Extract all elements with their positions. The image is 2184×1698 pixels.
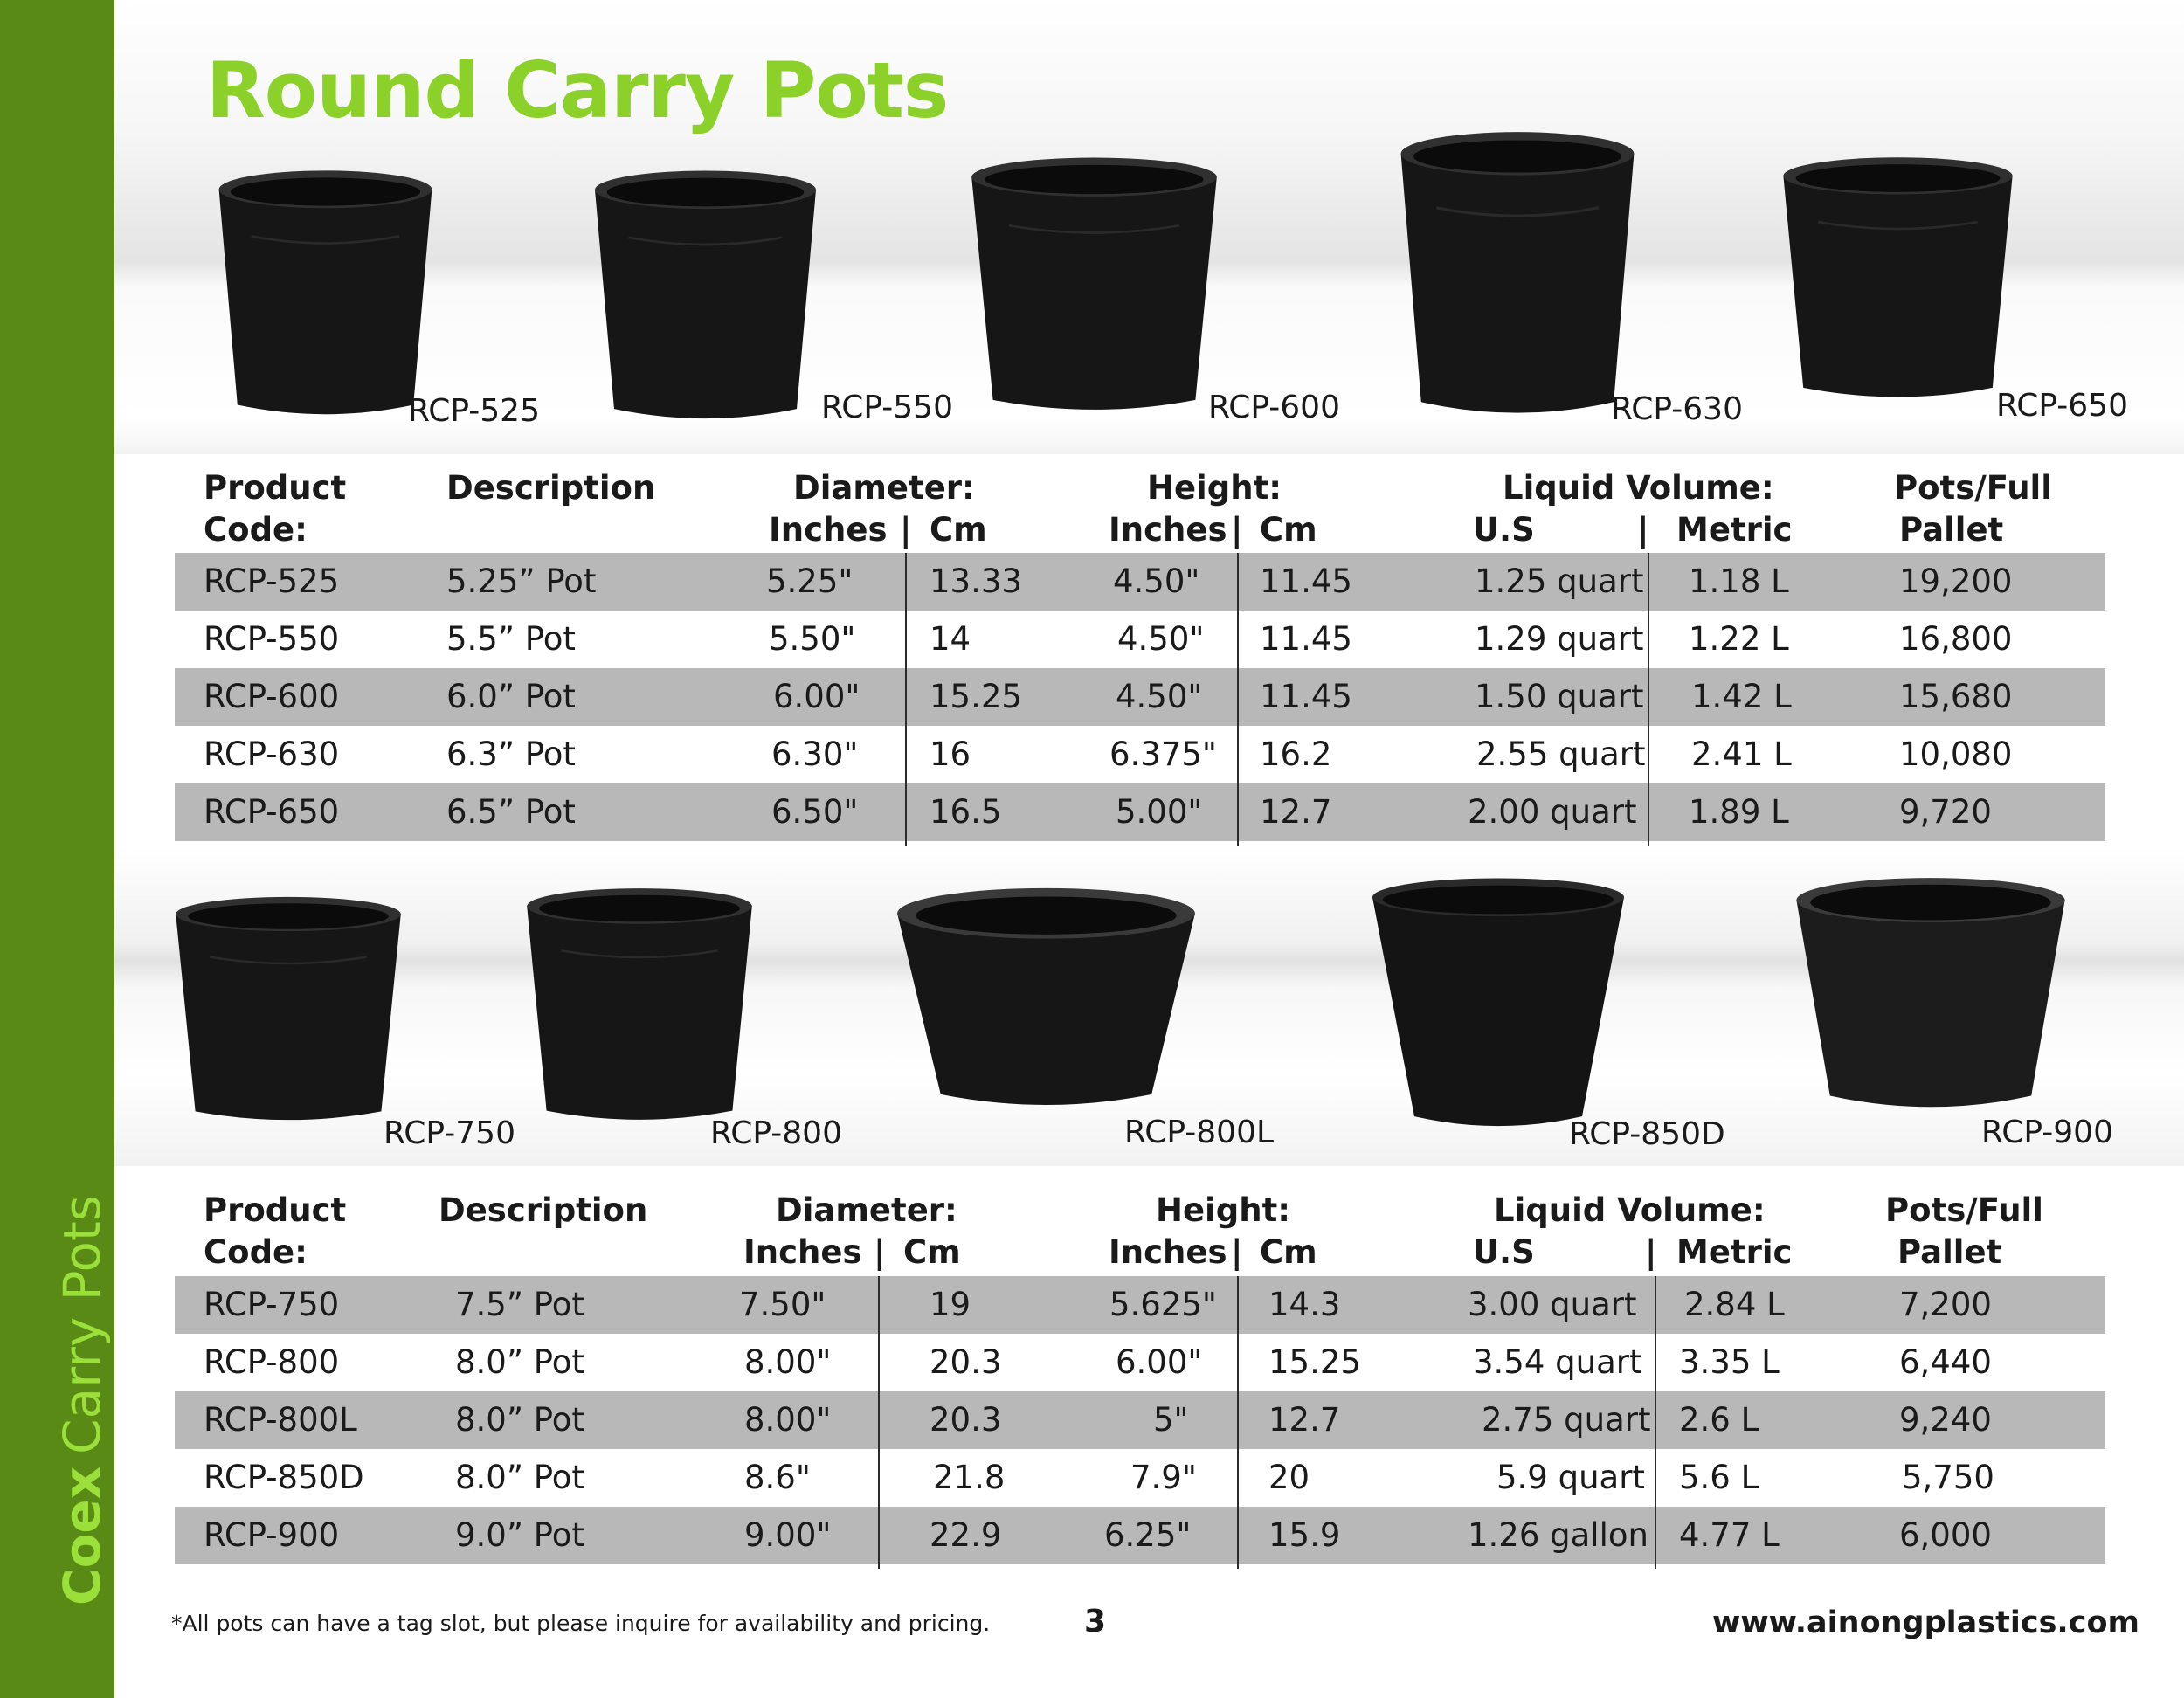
header-separator: |	[874, 1233, 886, 1271]
header-diameter: Diameter:	[793, 469, 975, 507]
cell-metric-volume: 4.77 L	[1679, 1516, 1780, 1554]
cell-height-in: 6.25"	[1104, 1516, 1192, 1554]
cell-pallet: 6,000	[1899, 1516, 1992, 1554]
header-us: U.S	[1473, 511, 1535, 549]
pot-image-rcp-650	[1773, 153, 2022, 406]
cell-metric-volume: 3.35 L	[1679, 1343, 1780, 1381]
table-row	[175, 1391, 2105, 1449]
cell-description: 6.3” Pot	[446, 735, 576, 773]
cell-us-volume: 2.00 quart	[1468, 793, 1637, 831]
cell-us-volume: 3.54 quart	[1473, 1343, 1642, 1381]
cell-metric-volume: 2.41 L	[1691, 735, 1792, 773]
header-height-inches: Inches	[1109, 1233, 1227, 1271]
cell-description: 9.0” Pot	[455, 1516, 584, 1554]
cell-code: RCP-550	[204, 620, 340, 658]
header-separator: |	[1231, 511, 1243, 549]
header-diameter-inches: Inches	[769, 511, 888, 549]
cell-diameter-in: 6.30"	[771, 735, 859, 773]
column-divider	[1648, 553, 1649, 846]
spec-table-top	[175, 467, 2105, 847]
cell-pallet: 19,200	[1899, 563, 2013, 600]
cell-height-in: 5.625"	[1109, 1286, 1217, 1323]
cell-diameter-in: 9.00"	[744, 1516, 832, 1554]
pot-image-rcp-525	[210, 166, 441, 424]
cell-diameter-cm: 22.9	[930, 1516, 1002, 1554]
pot-image-rcp-850d	[1367, 873, 1629, 1135]
pot-image-rcp-600	[961, 153, 1227, 419]
cell-diameter-in: 8.6"	[744, 1459, 811, 1496]
header-code: Code:	[204, 511, 308, 549]
pot-image-rcp-800l	[891, 884, 1201, 1115]
sidebar-label: Carry Pots	[52, 1195, 112, 1454]
cell-height-in: 4.50"	[1116, 678, 1203, 715]
cell-diameter-cm: 15.25	[930, 678, 1022, 715]
pot-label: RCP-900	[1981, 1115, 2113, 1150]
header-pots-full: Pots/Full	[1894, 469, 2052, 507]
pot-label: RCP-850D	[1569, 1116, 1725, 1152]
header-separator: |	[1637, 511, 1649, 549]
header-diameter-cm: Cm	[903, 1233, 961, 1271]
cell-metric-volume: 1.18 L	[1689, 563, 1789, 600]
cell-height-cm: 15.25	[1268, 1343, 1361, 1381]
sidebar-brand: Coex	[52, 1466, 112, 1605]
spec-table-bottom	[175, 1190, 2105, 1574]
header-product: Product	[204, 469, 347, 507]
cell-diameter-cm: 14	[930, 620, 971, 658]
table-row	[175, 1276, 2105, 1334]
header-height-cm: Cm	[1260, 1233, 1317, 1271]
cell-height-cm: 11.45	[1260, 563, 1352, 600]
cell-description: 8.0” Pot	[455, 1343, 584, 1381]
header-height-cm: Cm	[1260, 511, 1317, 549]
cell-diameter-cm: 21.8	[933, 1459, 1006, 1496]
cell-height-in: 4.50"	[1113, 563, 1200, 600]
header-product: Product	[204, 1191, 347, 1229]
cell-diameter-in: 6.50"	[771, 793, 859, 831]
cell-pallet: 15,680	[1899, 678, 2013, 715]
header-diameter-inches: Inches	[743, 1233, 862, 1271]
cell-code: RCP-850D	[204, 1459, 364, 1496]
header-diameter: Diameter:	[776, 1191, 957, 1229]
table-row	[175, 783, 2105, 841]
cell-code: RCP-800L	[204, 1401, 357, 1439]
cell-us-volume: 5.9 quart	[1496, 1459, 1645, 1496]
pot-image-rcp-550	[585, 166, 826, 428]
cell-description: 6.5” Pot	[446, 793, 576, 831]
pot-label: RCP-550	[821, 390, 953, 425]
cell-metric-volume: 2.84 L	[1684, 1286, 1785, 1323]
cell-height-cm: 12.7	[1260, 793, 1332, 831]
pot-label: RCP-600	[1208, 390, 1340, 425]
pot-image-rcp-750	[166, 893, 411, 1129]
cell-us-volume: 1.29 quart	[1475, 620, 1644, 658]
page-title: Round Carry Pots	[206, 45, 949, 135]
cell-pallet: 9,720	[1899, 793, 1992, 831]
cell-height-cm: 12.7	[1268, 1401, 1341, 1439]
pot-label: RCP-750	[384, 1115, 515, 1151]
pot-label: RCP-800	[710, 1115, 842, 1151]
cell-metric-volume: 1.22 L	[1689, 620, 1789, 658]
column-divider	[878, 1276, 880, 1569]
cell-pallet: 10,080	[1899, 735, 2013, 773]
cell-diameter-cm: 16.5	[930, 793, 1002, 831]
cell-height-cm: 14.3	[1268, 1286, 1341, 1323]
cell-height-in: 6.00"	[1116, 1343, 1203, 1381]
pot-image-rcp-900	[1791, 873, 2070, 1118]
column-divider	[905, 553, 907, 846]
header-code: Code:	[204, 1233, 308, 1271]
cell-description: 6.0” Pot	[446, 678, 576, 715]
cell-pallet: 5,750	[1902, 1459, 1994, 1496]
header-us: U.S	[1473, 1233, 1535, 1271]
cell-description: 5.5” Pot	[446, 620, 576, 658]
cell-metric-volume: 5.6 L	[1679, 1459, 1759, 1496]
header-pallet: Pallet	[1897, 1233, 2002, 1271]
cell-pallet: 7,200	[1899, 1286, 1992, 1323]
cell-description: 8.0” Pot	[455, 1401, 584, 1439]
cell-code: RCP-650	[204, 793, 340, 831]
cell-us-volume: 2.55 quart	[1476, 735, 1646, 773]
table-row	[175, 668, 2105, 726]
footnote: *All pots can have a tag slot, but please inquire for availability and pricing.	[171, 1611, 991, 1636]
cell-code: RCP-800	[204, 1343, 340, 1381]
pot-label: RCP-650	[1996, 388, 2128, 424]
cell-pallet: 6,440	[1899, 1343, 1992, 1381]
cell-metric-volume: 1.89 L	[1689, 793, 1789, 831]
column-divider	[1237, 553, 1239, 846]
cell-diameter-in: 6.00"	[773, 678, 860, 715]
column-divider	[1237, 1276, 1239, 1569]
cell-us-volume: 1.50 quart	[1475, 678, 1644, 715]
cell-height-in: 4.50"	[1117, 620, 1205, 658]
cell-diameter-cm: 19	[930, 1286, 971, 1323]
table-row	[175, 611, 2105, 668]
cell-description: 7.5” Pot	[455, 1286, 584, 1323]
cell-code: RCP-525	[204, 563, 340, 600]
cell-diameter-cm: 16	[930, 735, 971, 773]
website-url: www.ainongplastics.com	[1712, 1605, 2139, 1640]
table-row	[175, 726, 2105, 783]
cell-code: RCP-900	[204, 1516, 340, 1554]
cell-us-volume: 3.00 quart	[1468, 1286, 1637, 1323]
header-height: Height:	[1147, 469, 1282, 507]
cell-height-in: 5"	[1153, 1401, 1189, 1439]
header-metric: Metric	[1676, 1233, 1793, 1271]
cell-diameter-in: 8.00"	[744, 1343, 832, 1381]
cell-pallet: 16,800	[1899, 620, 2013, 658]
cell-height-cm: 11.45	[1260, 678, 1352, 715]
cell-diameter-cm: 20.3	[930, 1343, 1002, 1381]
header-height: Height:	[1156, 1191, 1291, 1229]
sidebar	[0, 0, 114, 1698]
table-row	[175, 553, 2105, 611]
header-metric: Metric	[1676, 511, 1793, 549]
cell-pallet: 9,240	[1899, 1401, 1992, 1439]
pot-label: RCP-525	[408, 393, 540, 429]
header-liquid-volume: Liquid Volume:	[1494, 1191, 1766, 1229]
cell-description: 8.0” Pot	[455, 1459, 584, 1496]
cell-diameter-in: 5.25"	[766, 563, 854, 600]
cell-height-cm: 15.9	[1268, 1516, 1341, 1554]
header-separator: |	[1645, 1233, 1657, 1271]
cell-diameter-cm: 20.3	[930, 1401, 1002, 1439]
cell-height-cm: 20	[1268, 1459, 1310, 1496]
cell-height-in: 7.9"	[1130, 1459, 1197, 1496]
pot-label: RCP-800L	[1124, 1115, 1275, 1150]
cell-us-volume: 2.75 quart	[1482, 1401, 1651, 1439]
header-diameter-cm: Cm	[930, 511, 987, 549]
cell-code: RCP-600	[204, 678, 340, 715]
cell-us-volume: 1.25 quart	[1475, 563, 1644, 600]
cell-metric-volume: 2.6 L	[1679, 1401, 1759, 1439]
header-description: Description	[439, 1191, 648, 1229]
cell-height-in: 5.00"	[1116, 793, 1203, 831]
table-row	[175, 1449, 2105, 1507]
cell-diameter-in: 8.00"	[744, 1401, 832, 1439]
column-divider	[1655, 1276, 1656, 1569]
cell-height-cm: 16.2	[1260, 735, 1332, 773]
pot-image-rcp-630	[1391, 127, 1644, 424]
header-separator: |	[900, 511, 912, 549]
header-separator: |	[1231, 1233, 1243, 1271]
cell-height-in: 6.375"	[1109, 735, 1217, 773]
cell-height-cm: 11.45	[1260, 620, 1352, 658]
header-pots-full: Pots/Full	[1885, 1191, 2043, 1229]
header-liquid-volume: Liquid Volume:	[1503, 469, 1774, 507]
cell-code: RCP-750	[204, 1286, 340, 1323]
cell-diameter-cm: 13.33	[930, 563, 1022, 600]
table-row	[175, 1334, 2105, 1391]
header-pallet: Pallet	[1899, 511, 2004, 549]
pot-label: RCP-630	[1611, 391, 1743, 427]
table-row	[175, 1507, 2105, 1564]
page-number: 3	[1084, 1604, 1107, 1639]
cell-description: 5.25” Pot	[446, 563, 597, 600]
cell-us-volume: 1.26 gallon	[1468, 1516, 1648, 1554]
cell-diameter-in: 7.50"	[739, 1286, 826, 1323]
cell-diameter-in: 5.50"	[769, 620, 856, 658]
header-height-inches: Inches	[1109, 511, 1227, 549]
pot-image-rcp-800	[517, 884, 762, 1129]
cell-code: RCP-630	[204, 735, 340, 773]
cell-metric-volume: 1.42 L	[1691, 678, 1792, 715]
header-description: Description	[446, 469, 656, 507]
